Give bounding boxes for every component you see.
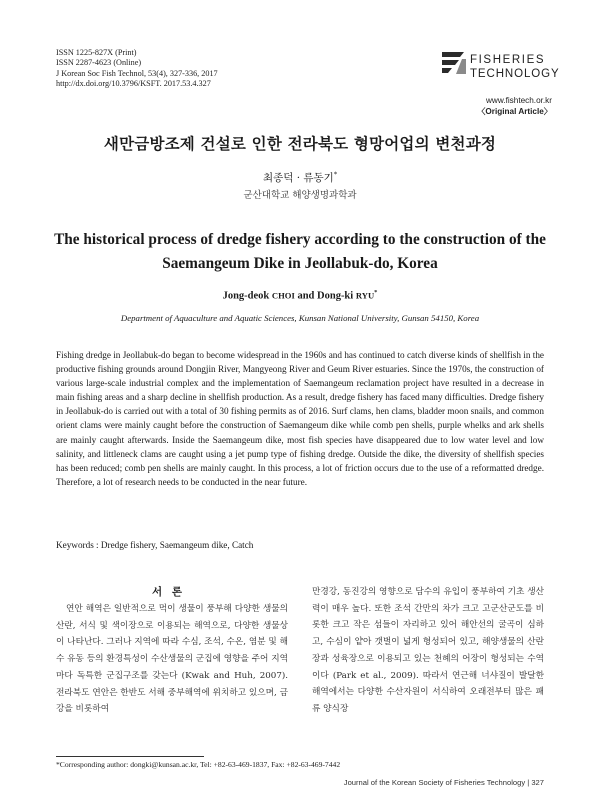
corresponding-author-footnote: *Corresponding author: dongki@kunsan.ac.kr, Tel: +82-63-469-1837, Fax: +82-63-469-7442: [56, 760, 341, 769]
english-affiliation: Department of Aquaculture and Aquatic Sciences, Kunsan National University, Gunsan 54150, Korea: [120, 313, 480, 323]
issn-online: ISSN 2287-4623 (Online): [56, 58, 142, 68]
korean-authors: [0, 170, 600, 185]
author2-given: Dong-ki: [317, 290, 354, 302]
fisheries-technology-logo-icon: [440, 49, 468, 77]
body-column-left: 연안 해역은 일반적으로 먹이 생물이 풍부해 다양한 생물의 산란, 서식 및 색이장으로 이용되는 해역으로, 다양한 생물상이 나타난다. 그러나 지역에 따라 수심, 조석, 수온, 염분 및 해수 유동 등의 환경특성이 수산생물의 군집에 영향을 주어 지역마다 독특한 군집구조를 갖는다 (Kwak and Huh, 2007). 전라북도 연안은 한반도 서해 중부해역에 위치하고 있으며, 금강을 비롯하여: [56, 604, 288, 715]
page-footer: Journal of the Korean Society of Fisheries Technology | 327: [343, 778, 544, 787]
english-authors: [0, 289, 600, 302]
english-corresponding-mark: *: [374, 289, 378, 296]
author2-surname: RYU: [355, 290, 375, 301]
section-title-introduction: 서 론: [152, 586, 185, 598]
korean-affiliation: 군산대학교 해양생명과학과: [243, 190, 357, 201]
journal-meta: [56, 48, 218, 90]
korean-author-names: 최종덕 · 류동기: [262, 172, 334, 184]
citation: J Korean Soc Fish Technol, 53(4), 327-336, 2017: [56, 68, 218, 78]
english-title-line1: The historical process of dredge fishery according to the construction of the: [54, 231, 546, 248]
journal-url[interactable]: www.fishtech.or.kr: [486, 96, 552, 105]
article-type: 〈Original Article〉: [477, 107, 552, 116]
footnote-rule: [56, 756, 204, 757]
korean-title: 새만금방조제 건설로 인한 전라북도 형망어업의 변천과정: [103, 134, 497, 153]
doi-link[interactable]: http://dx.doi.org/10.3796/KSFT. 2017.53.4.327: [56, 79, 211, 89]
keywords: Keywords : Dredge fishery, Saemangeum dike, Catch: [56, 540, 254, 550]
abstract: Fishing dredge in Jeollabuk-do began to become widespread in the 1960s and has continued to catch diverse kinds of shellfish in the productive fishing grounds around Dongjin River, Mangyeong River and Geum River estuaries. Since the 1970s, the construction of various large-scale industrial complex and the implementation of Saemangeum reclamation project have resulted in a decrease in main fishing areas and a sharp decline in shellfish production. As a result, dredge fishery has faced many difficulties. Dredge fishery in Jeollabuk-do is carried out with a total of 30 fishing permits as of 2016. Surf clams, hen clams, bladder moon snails, and common orient clams were mainly caught before the construction of Saemangeum dike while comb pen shells, purple whelks and ark shells are mainly caught afterwards. Inside the Saemangeum dike, most fish species have disappeared due to low water level and low salinity, and littleneck clams are caught using a jet pump type of fishing dredge. Outside the dike, the diversity of shellfish species has been reduced; comb pen shells are mainly caught. In this process, a lot of friction occurs due to the use of a reformatted dredge. Therefore, a lot of research needs to be conducted in the near future.: [56, 350, 544, 487]
issn-print: ISSN 1225-827X (Print): [56, 48, 137, 57]
logo-text-technology: TECHNOLOGY: [470, 68, 560, 80]
author1-given: Jong-deok: [222, 290, 270, 302]
english-title: [0, 228, 600, 276]
english-title-line2: Saemangeum Dike in Jeollabuk-do, Korea: [162, 255, 438, 272]
journal-logo: [440, 49, 560, 117]
corresponding-mark: *: [333, 170, 338, 179]
body-column-right: 만경강, 동진강의 영향으로 담수의 유입이 풍부하여 기초 생산력이 매우 높다. 또한 조석 간만의 차가 크고 고군산군도를 비롯한 크고 작은 섬들이 자리하고 있어 해안선의 굴곡이 심하고, 수심이 얕아 갯벌이 넓게 형성되어 있고, 해양생물의 산란장과 성육장으로 이용되고 있는 천혜의 어장이 형성되는 수역이다 (Park et al., 2009). 따라서 연근해 너샤질이 발달한 해역에서는 다양한 수산자원이 서식하여 오래전부터 많은 패류 양식장: [312, 587, 544, 714]
author1-surname: CHOI: [271, 290, 295, 301]
logo-text-fisheries: FISHERIES: [470, 54, 546, 66]
author-conjunction: and: [297, 290, 315, 302]
